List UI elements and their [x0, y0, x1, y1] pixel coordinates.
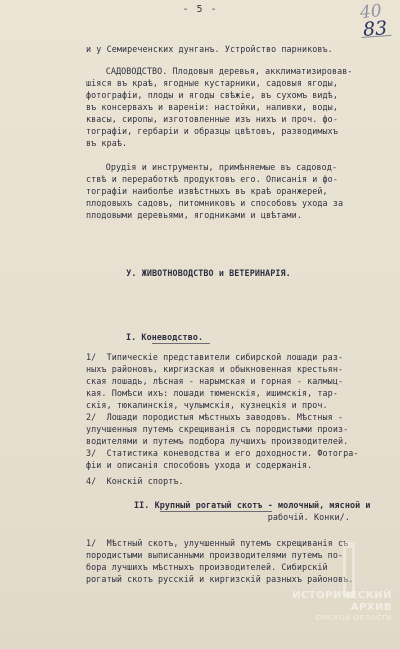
text-line: квасы, сиропы, изготовленные изъ нихъ и проч. фо- — [86, 114, 338, 124]
heading-underline — [160, 511, 272, 512]
text-line: Орудiя и инструменты, примѣняемые въ садовод- — [80, 162, 338, 172]
handwritten-old-number: 40 — [359, 0, 383, 24]
handwritten-folio-number: 83 — [362, 17, 388, 41]
text-line: САДОВОДСТВО. Плодовыя деревья, акклиматизировав- — [80, 66, 353, 76]
text-line: тографiи, гербарiи и образцы цвѣтовъ, разводимыхъ — [86, 126, 338, 136]
text-line: 3/ Статистика коневодства и его доходности. Фотогра- — [86, 448, 359, 458]
text-line: тографiи наиболѣе извѣстныхъ въ краѣ оранжерей, — [86, 186, 328, 196]
text-line: плодовыхъ садовъ, питомниковъ и способовъ ухода за — [86, 198, 344, 208]
text-line: плодовыми деревьями, ягодниками и цвѣтами. — [86, 210, 302, 220]
text-line: ствѣ и переработкѣ продуктовъ его. Описанiя и фо- — [86, 174, 338, 184]
text-line: въ краѣ. — [86, 138, 128, 148]
text-line: скiя, тюкалинскiя, чулымскiя, кузнецкiя и проч. — [86, 400, 328, 410]
text-line: ская лошадь, лѣсная - нарымская и горная - калмыц- — [86, 376, 344, 386]
text-line: 1/ Мѣстный скотъ, улучшенный путемъ скрещиванiя съ — [86, 538, 349, 548]
text-line: породистыми выписанными производителями путемъ по- — [86, 550, 344, 560]
text-line: 4/ Конскiй спортъ. — [86, 476, 184, 486]
text-line: бора лучшихъ мѣстныхъ производителей. Сибирскiй — [86, 562, 328, 572]
heading-underline — [152, 343, 210, 344]
text-line: въ консервахъ и варенiи: настойки, наливки, воды, — [86, 102, 338, 112]
subsection-heading: II. Крупный рогатый скотъ - молочный, мясной и — [98, 500, 371, 510]
text-line: ныхъ районовъ, киргизская и обыкновенная крестьян- — [86, 364, 344, 374]
text-line: 1/ Типическiе представители сибирской лошади раз- — [86, 352, 344, 362]
page-number: - 5 - — [182, 4, 218, 15]
text-line: улучшенныя путемъ скрещиванiя съ породистыми произ- — [86, 424, 349, 434]
text-line: кая. Помѣси ихъ: лошади тюменскiя, ишимскiя, тар- — [86, 388, 338, 398]
watermark-line: ИСТОРИЧЕСКИЙ — [292, 590, 392, 601]
text-line: 2/ Лошади породистыя мѣстныхъ заводовъ. Мѣстныя - — [86, 412, 344, 422]
text-line: фiи и описанiя способовъ ухода и содержанiя. — [86, 460, 313, 470]
text-line: рабочiй. Конки/. — [98, 512, 350, 522]
subsection-heading: I. Коневодство. — [90, 332, 204, 342]
text-line: водителями и путемъ подбора лучшихъ производителей. — [86, 436, 349, 446]
watermark-line: ОМСКОЙ ОБЛАСТИ — [315, 614, 392, 622]
text-line: и у Семиреченских дунганъ. Устройство парниковъ. — [86, 44, 333, 54]
watermark-line: АРХИВ — [350, 602, 392, 613]
text-line: фотографiи, плоды и ягоды свѣжiе, въ сухомъ видѣ, — [86, 90, 338, 100]
text-line: рогатый скотъ русскiй и киргизскiй разныхъ районовъ. — [86, 574, 354, 584]
text-line: шiяся въ краѣ, ягодные кустарники, садовыя ягоды, — [86, 78, 338, 88]
section-heading: У. ЖИВОТНОВОДСТВО и ВЕТЕРИНАРIЯ. — [80, 268, 291, 278]
archive-watermark — [292, 590, 400, 645]
